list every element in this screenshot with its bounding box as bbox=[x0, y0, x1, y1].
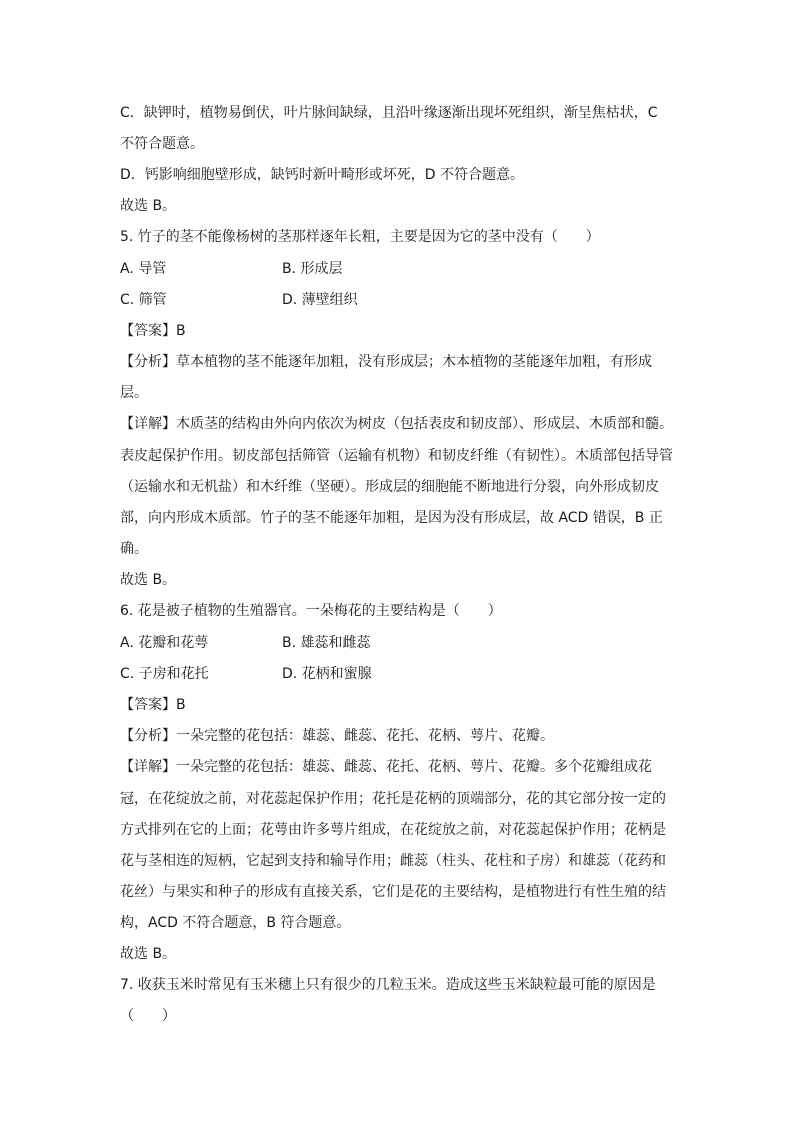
analysis-line: 【分析】一朵完整的花包括：雄蕊、雌蕊、花托、花柄、萼片、花瓣。 bbox=[120, 728, 554, 744]
q5-option-d: D. 薄壁组织 bbox=[282, 292, 358, 308]
text-line: D．钙影响细胞壁形成，缺钙时新叶畸形或坏死，D 不符合题意。 bbox=[120, 167, 525, 183]
answer-line: 【答案】B bbox=[120, 697, 186, 713]
detail-line: 【详解】木质茎的结构由外向内依次为树皮（包括表皮和韧皮部）、形成层、木质部和髓。 bbox=[120, 416, 673, 432]
q6-option-c: C. 子房和花托 bbox=[120, 666, 209, 682]
q6-option-b: B. 雄蕊和雌蕊 bbox=[282, 635, 371, 651]
text-line: 故选 B。 bbox=[120, 946, 177, 962]
q6-option-a: A. 花瓣和花萼 bbox=[120, 635, 209, 651]
text-line: 表皮起保护作用。韧皮部包括筛管（运输有机物）和韧皮纤维（有韧性）。木质部包括导管 bbox=[120, 448, 673, 464]
text-line: 层。 bbox=[120, 385, 148, 401]
text-line: 构，ACD 不符合题意，B 符合题意。 bbox=[120, 915, 351, 931]
text-line: 冠，在花绽放之前，对花蕊起保护作用；花托是花柄的顶端部分，花的其它部分按一定的 bbox=[120, 791, 666, 807]
text-line: 故选 B。 bbox=[120, 572, 177, 588]
text-line: 不符合题意。 bbox=[120, 136, 204, 152]
text-line: 花丝）与果实和种子的形成有直接关系，它们是花的主要结构，是植物进行有性生殖的结 bbox=[120, 884, 666, 900]
q5-option-b: B. 形成层 bbox=[282, 261, 343, 277]
text-line: 花与茎相连的短柄，它起到支持和输导作用；雌蕊（柱头、花柱和子房）和雄蕊（花药和 bbox=[120, 853, 666, 869]
question-5-stem: 5. 竹子的茎不能像杨树的茎那样逐年长粗，主要是因为它的茎中没有（ ） bbox=[120, 229, 600, 245]
analysis-line: 【分析】草本植物的茎不能逐年加粗，没有形成层；木本植物的茎能逐年加粗，有形成 bbox=[120, 354, 652, 370]
text-line: 部，向内形成木质部。竹子的茎不能逐年加粗，是因为没有形成层，故 ACD 错误，B 正 bbox=[120, 510, 663, 526]
text-line: （运输水和无机盐）和木纤维（坚硬）。形成层的细胞能不断地进行分裂，向外形成韧皮 bbox=[120, 479, 659, 495]
answer-line: 【答案】B bbox=[120, 323, 186, 339]
text-line: 故选 B。 bbox=[120, 198, 177, 214]
q5-option-c: C. 筛管 bbox=[120, 292, 167, 308]
q6-option-d: D. 花柄和蜜腺 bbox=[282, 666, 372, 682]
text-line: （ ） bbox=[120, 1008, 176, 1024]
question-6-stem: 6. 花是被子植物的生殖器官。一朵梅花的主要结构是（ ） bbox=[120, 603, 502, 619]
text-line: 方式排列在它的上面；花萼由许多萼片组成，在花绽放之前，对花蕊起保护作用；花柄是 bbox=[120, 822, 666, 838]
detail-line: 【详解】一朵完整的花包括：雄蕊、雌蕊、花托、花柄、萼片、花瓣。多个花瓣组成花 bbox=[120, 759, 652, 775]
question-7-stem: 7. 收获玉米时常见有玉米穗上只有很少的几粒玉米。造成这些玉米缺粒最可能的原因是 bbox=[120, 977, 656, 993]
text-line: 确。 bbox=[120, 541, 148, 557]
text-line: C．缺钾时，植物易倒伏，叶片脉间缺绿，且沿叶缘逐渐出现坏死组织，渐呈焦枯状，C bbox=[120, 105, 658, 121]
q5-option-a: A. 导管 bbox=[120, 261, 167, 277]
